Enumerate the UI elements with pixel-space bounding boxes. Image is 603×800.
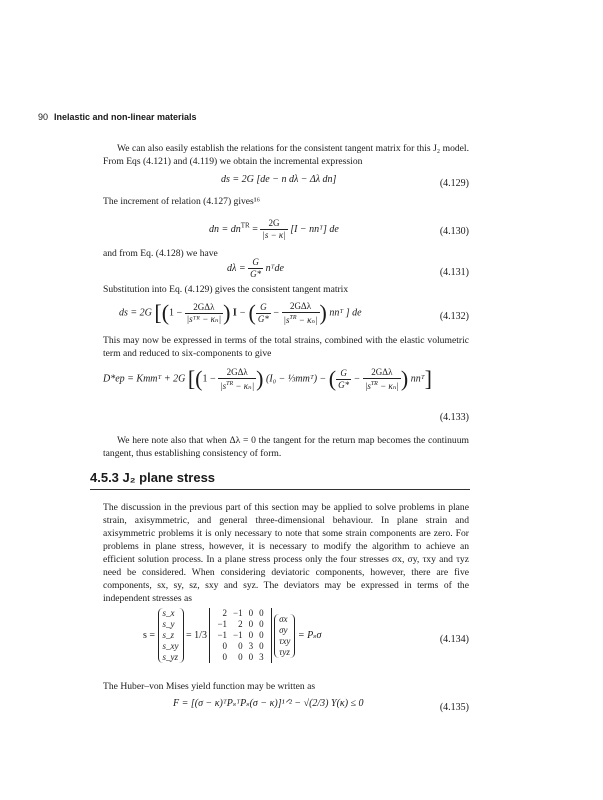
eq133-mid: (I₀ − ⅓mmᵀ): [266, 373, 318, 385]
running-title: Inelastic and non-linear materials: [54, 112, 197, 122]
eq131-den: G*: [250, 269, 262, 279]
eq130-den: |s − κ|: [262, 230, 286, 240]
equation-4-135: [103, 698, 469, 718]
eq130-number: (4.130): [439, 226, 469, 237]
eq130-eq: =: [252, 223, 258, 235]
eq130-num: 2G: [260, 218, 287, 230]
projection-matrix: 2 −1 0 0 −1 2 0 0 −1 −1 0 0 0 0 3 0 0 0 0 3: [209, 608, 271, 663]
equation-4-130: [103, 218, 469, 246]
equation-4-131: [103, 257, 469, 285]
eq133-lhs: D*ep = Kmmᵀ + 2G: [103, 373, 186, 385]
eq135-expr: F = [(σ − κ)ᵀPₛᵀPₛ(σ − κ)]¹ᐟ² − √(2/3) Y(κ) ≤ 0: [173, 698, 364, 709]
vector-sigma: σx σy τxy τyz: [274, 614, 295, 658]
paragraph-8: The Huber–von Mises yield function may be written as: [103, 681, 316, 692]
eq134-rhs: = Pₛσ: [297, 629, 322, 641]
equation-4-133-number-line: [103, 412, 469, 432]
section-number: 4.5.3: [90, 470, 119, 485]
eq132-num: 2GΔλ: [185, 302, 223, 314]
eq132-lhs: ds = 2G: [119, 307, 152, 319]
paragraph-5: This may now be expressed in terms of the total strains, combined with the elastic volumetric term and reduced to six-components to give: [103, 335, 469, 359]
equation-4-133: D*ep = Kmmᵀ + 2G [(1 − $\frac{\text{2GΔλ}}{|s^{TR} - \kappa_n|}$ ) (I₀ − ⅓mmᵀ) − ( $\frac{G}{G*}$ − $\frac{\text{2GΔλ}}{|s^{TR} - \kappa_n|}$ ) nnᵀ]: [103, 366, 432, 391]
equation-4-129: [103, 174, 469, 194]
section-title: J₂ plane stress: [122, 470, 216, 485]
equation-4-134: s = s_x s_y s_z s_xy s_yz = 1/3 2 −1 0 0 −1 2 0 0 −1 −1 0 0 0 0 3 0 0 0 0 3 σx σy τxy τyz = Pₛσ (4.134): [143, 608, 469, 662]
paragraph-1: We can also easily establish the relations for the consistent tangent matrix for this J₂ model. From Eqs (4.121) and (4.119) we obtain the incremental expression: [103, 143, 469, 167]
eq132-midden: G*: [257, 313, 269, 324]
eq133-tail: nnᵀ: [410, 373, 425, 385]
eq132-mid: G: [256, 302, 271, 314]
eq130-rhs: [I − nnᵀ] de: [290, 223, 339, 235]
eq135-number: (4.135): [439, 702, 469, 713]
paragraph-2: The increment of relation (4.127) gives¹⁶: [103, 196, 261, 207]
eq131-rhs: nᵀde: [265, 262, 284, 274]
eq131-num: G: [248, 257, 263, 269]
eq132-number: (4.132): [439, 311, 469, 322]
eq134-lhs: s =: [143, 629, 156, 641]
eq130-lhs: dn = dn: [209, 223, 241, 235]
eq132-tail: nnᵀ ] de: [329, 307, 362, 319]
page-number: 90: [38, 112, 49, 122]
eq133-number: (4.133): [439, 412, 469, 423]
eq131-number: (4.131): [439, 267, 469, 278]
vector-s: s_x s_y s_z s_xy s_yz: [158, 608, 184, 663]
eq130-sup: TR: [240, 221, 250, 230]
eq134-number: (4.134): [439, 634, 469, 645]
paragraph-7: The discussion in the previous part of this section may be applied to solve problems in plane strain, axisymmetric, and general three-dimensional behaviour. In plane strain and axisymmetric problems it is only necessary to note that some strain components are zero. For problems in plane stress, however, it is necessary to modify the algorithm to achieve an efficient solution process. In a plane stress process only the four stresses σx, σy, τxy and τyz need be considered. When considering deviatoric components, however, there are five components, sx, sy, sz, sxy and syz. The deviators may be expressed in terms of the independent stresses as: [103, 502, 469, 604]
paragraph-6: We here note also that when Δλ = 0 the tangent for the return map becomes the continuum tangent, thus establishing consistency of form.: [103, 435, 469, 459]
eq129-rhs: [de − n dλ − Δλ dn]: [256, 174, 337, 185]
eq129-lhs: ds = 2G: [221, 174, 254, 185]
eq132-den: |sᵀᴿ − κₙ|: [186, 313, 222, 324]
section-heading: [90, 470, 470, 490]
paragraph-4: Substitution into Eq. (4.129) gives the consistent tangent matrix: [103, 284, 349, 295]
eq129-number: (4.129): [439, 178, 469, 189]
eq131-lhs: dλ =: [227, 262, 246, 274]
paragraph-3: and from Eq. (4.128) we have: [103, 248, 218, 259]
eq134-factor: 1/3: [194, 629, 207, 641]
equation-4-132: ds = 2G [(1 − $\frac{\text{2GΔλ}}{\text{|sᵀᴿ − κₙ|}}$ ) I − ( $\frac{G}{G*}$ − $\frac{\text{2GΔλ}}{|s^{TR} - \kappa_n|}$ ) nnᵀ ] de (4.132): [119, 300, 469, 325]
running-header: [38, 112, 197, 122]
